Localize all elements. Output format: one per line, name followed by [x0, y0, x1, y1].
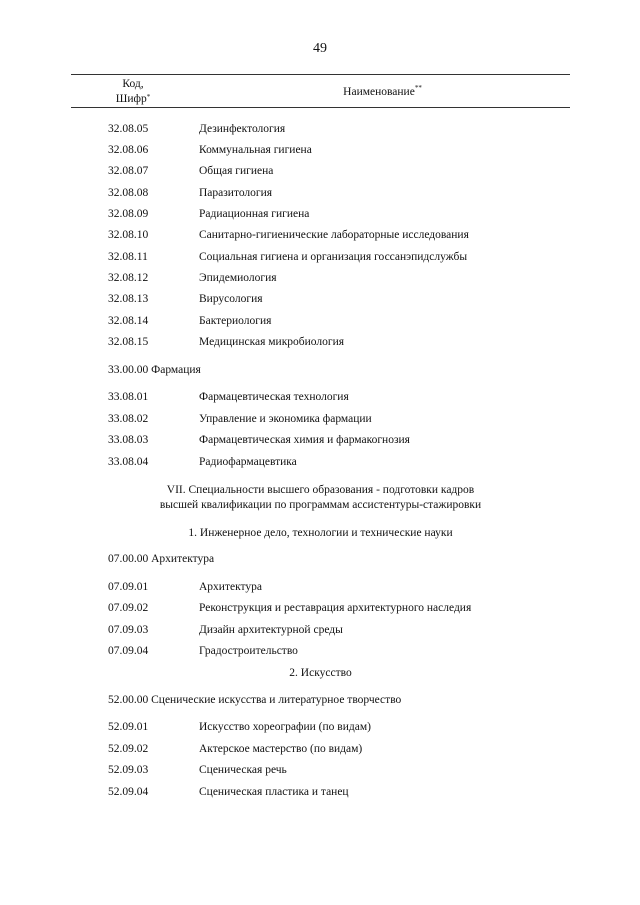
row-code: 07.09.01	[108, 581, 149, 593]
group-heading-pharmacy: 33.00.00 Фармация	[108, 364, 201, 376]
row-name: Коммунальная гигиена	[199, 144, 312, 156]
table-top-rule	[71, 74, 570, 75]
name-header-label: Наименование	[343, 86, 415, 98]
row-code: 33.08.02	[108, 413, 149, 425]
row-code: 32.08.15	[108, 336, 149, 348]
name-column-header	[195, 86, 570, 98]
row-name: Бактериология	[199, 315, 272, 327]
subsection-heading-engineering: 1. Инженерное дело, технологии и технические науки	[188, 527, 453, 539]
row-code: 33.08.01	[108, 391, 149, 403]
row-code: 52.09.01	[108, 721, 149, 733]
code-header-label: Шифр	[115, 93, 147, 105]
row-code: 32.08.13	[108, 293, 149, 305]
row-code: 32.08.14	[108, 315, 149, 327]
row-name: Архитектура	[199, 581, 263, 593]
group-heading-architecture: 07.00.00 Архитектура	[108, 553, 215, 565]
row-code: 33.08.04	[108, 456, 149, 468]
row-name: Градостроительство	[199, 645, 298, 657]
section-heading-line2: высшей квалификации по программам ассистентуры-стажировки	[159, 499, 482, 511]
row-code: 32.08.09	[108, 208, 149, 220]
row-code: 32.08.11	[108, 251, 148, 263]
row-code: 52.09.02	[108, 743, 149, 755]
table-header-rule	[71, 107, 570, 108]
row-code: 07.09.03	[108, 624, 149, 636]
group-heading-arts: 52.00.00 Сценические искусства и литературное творчество	[108, 694, 402, 706]
name-footnote-mark: **	[414, 84, 422, 92]
row-code: 32.08.06	[108, 144, 149, 156]
row-name: Фармацевтическая технология	[199, 391, 349, 403]
row-code: 07.09.02	[108, 602, 149, 614]
row-name: Искусство хореографии (по видам)	[199, 721, 371, 733]
code-column-header	[71, 77, 195, 107]
section-heading-line1: VII. Специальности высшего образования - подготовки кадров	[166, 484, 475, 496]
section-heading-vii	[71, 483, 570, 513]
page-number: 49	[313, 41, 327, 56]
row-name: Реконструкция и реставрация архитектурного наследия	[199, 602, 472, 614]
row-code: 32.08.05	[108, 123, 149, 135]
row-name: Общая гигиена	[199, 165, 274, 177]
row-name: Радиационная гигиена	[199, 208, 310, 220]
row-name: Сценическая речь	[199, 764, 287, 776]
row-name: Паразитология	[199, 187, 273, 199]
row-code: 32.08.10	[108, 229, 149, 241]
code-footnote-mark: *	[146, 93, 151, 101]
code-header-line1: Код,	[122, 78, 144, 90]
row-code: 52.09.04	[108, 786, 149, 798]
row-code: 32.08.12	[108, 272, 149, 284]
row-name: Социальная гигиена и организация госсанэпидслужбы	[199, 251, 468, 263]
row-name: Радиофармацевтика	[199, 456, 297, 468]
row-name: Дизайн архитектурной среды	[199, 624, 343, 636]
row-name: Актерское мастерство (по видам)	[199, 743, 363, 755]
row-name: Фармацевтическая химия и фармакогнозия	[199, 434, 410, 446]
row-name: Эпидемиология	[199, 272, 277, 284]
row-name: Дезинфектология	[199, 123, 286, 135]
row-name: Вирусология	[199, 293, 263, 305]
row-code: 33.08.03	[108, 434, 149, 446]
row-name: Медицинская микробиология	[199, 336, 345, 348]
row-name: Управление и экономика фармации	[199, 413, 372, 425]
row-name: Сценическая пластика и танец	[199, 786, 349, 798]
row-code: 32.08.08	[108, 187, 149, 199]
code-header-line2	[71, 92, 195, 107]
row-code: 32.08.07	[108, 165, 149, 177]
subsection-heading-art: 2. Искусство	[289, 667, 352, 679]
row-code: 52.09.03	[108, 764, 149, 776]
row-name: Санитарно-гигиенические лабораторные исследования	[199, 229, 469, 241]
row-code: 07.09.04	[108, 645, 149, 657]
